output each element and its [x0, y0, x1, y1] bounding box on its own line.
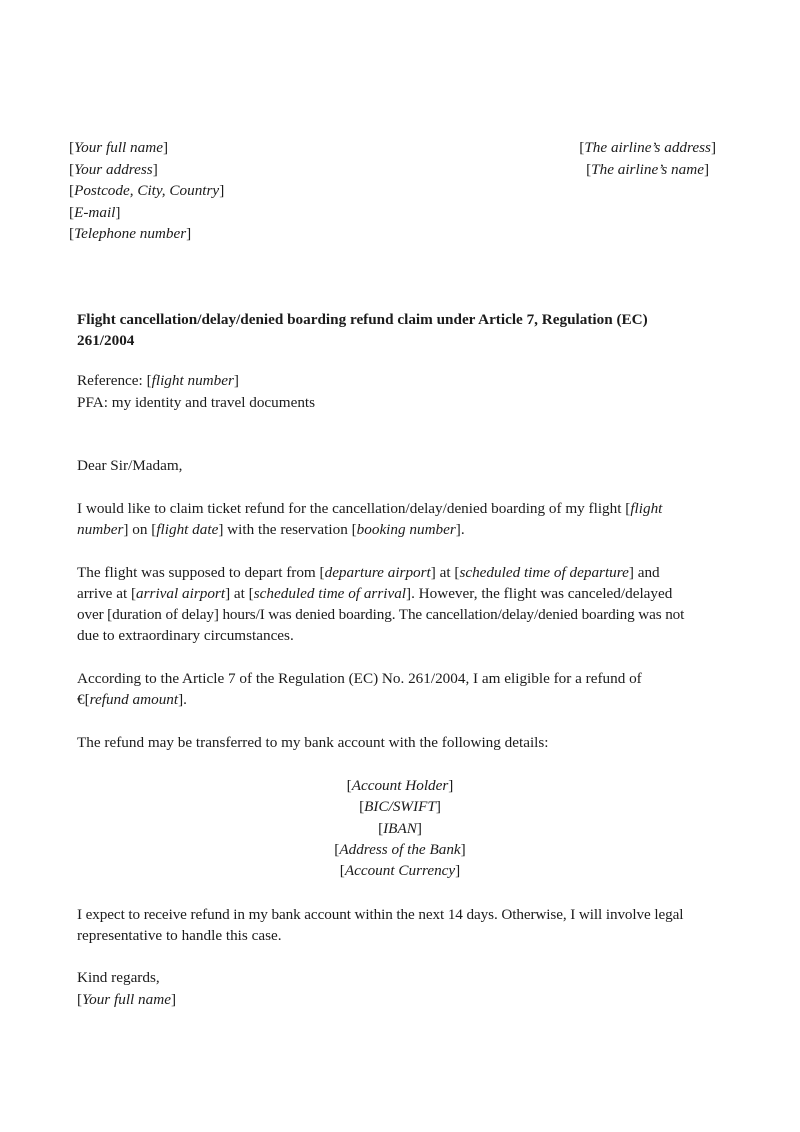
bank-bic-swift: [BIC/SWIFT]: [359, 798, 441, 815]
salutation: Dear Sir/Madam,: [77, 457, 183, 474]
sender-telephone: [Telephone number]: [69, 225, 192, 242]
pfa-line: PFA: my identity and travel documents: [77, 394, 316, 411]
para3-line-1: According to the Article 7 of the Regulation (EC) No. 261/2004, I am eligible for a refund of: [77, 670, 642, 687]
recipient-airline-address: [The airline’s address]: [579, 139, 716, 156]
para4: The refund may be transferred to my bank account with the following details:: [77, 734, 549, 751]
para3-line-2: €[refund amount].: [77, 691, 187, 708]
sender-postcode-city-country: [Postcode, City, Country]: [69, 182, 225, 199]
para2-line-2: arrive at [arrival airport] at [scheduled time of arrival]. However, the flight was canceled/delayed: [77, 585, 673, 602]
para1-line-2: number] on [flight date] with the reservation [booking number].: [77, 521, 465, 538]
para2-line-3: over [duration of delay] hours/I was denied boarding. The cancellation/delay/denied boarding was not: [77, 606, 685, 623]
recipient-airline-name: [The airline’s name]: [586, 161, 709, 178]
subject-line-1: Flight cancellation/delay/denied boarding refund claim under Article 7, Regulation (EC): [77, 311, 648, 328]
sender-email: [E-mail]: [69, 204, 121, 221]
para5-line-1: I expect to receive refund in my bank account within the next 14 days. Otherwise, I will involve legal: [77, 906, 684, 923]
bank-iban: [IBAN]: [378, 820, 422, 837]
sender-address: [Your address]: [69, 161, 158, 178]
para1-line-1: I would like to claim ticket refund for the cancellation/delay/denied boarding of my flight [flight: [77, 500, 663, 517]
para2-line-1: The flight was supposed to depart from [departure airport] at [scheduled time of departure] and: [77, 564, 660, 581]
signature-name: [Your full name]: [77, 991, 177, 1008]
bank-account-currency: [Account Currency]: [339, 862, 461, 879]
bank-address: [Address of the Bank]: [334, 841, 466, 858]
sender-full-name: [Your full name]: [69, 139, 169, 156]
subject-line-2: 261/2004: [77, 332, 135, 349]
bank-account-holder: [Account Holder]: [346, 777, 454, 794]
para2-line-4: due to extraordinary circumstances.: [77, 627, 294, 644]
closing: Kind regards,: [77, 969, 160, 986]
reference-line: Reference: [flight number]: [77, 372, 239, 389]
para5-line-2: representative to handle this case.: [77, 927, 282, 944]
